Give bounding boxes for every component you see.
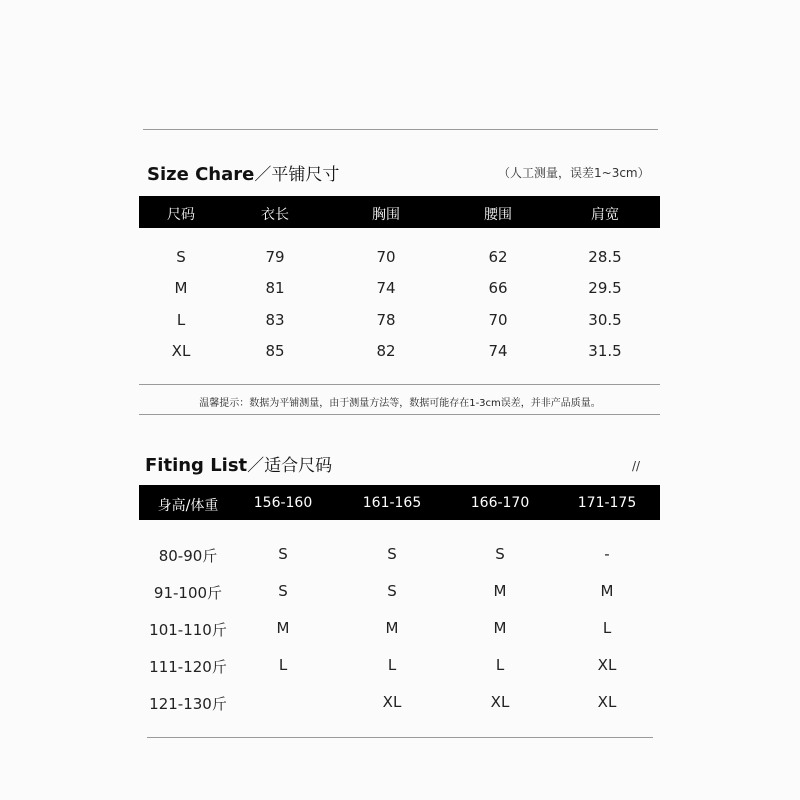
cell: - <box>604 545 610 563</box>
cell: S <box>176 248 186 266</box>
cell: S <box>278 582 288 600</box>
title-separator: ／ <box>254 165 272 185</box>
fitting-list-header-bar <box>139 485 660 520</box>
cell: 111-120斤 <box>149 658 227 676</box>
fitting-list-title <box>145 451 332 476</box>
cell: 62 <box>488 248 508 266</box>
header-size: 尺码 <box>167 207 195 223</box>
cell: L <box>387 656 397 674</box>
header-166-170: 166-170 <box>470 495 530 511</box>
cell: S <box>278 545 288 563</box>
cell: XL <box>490 693 510 711</box>
size-chart-title-en: Size Chare <box>147 164 255 185</box>
cell: L <box>278 656 288 674</box>
header-waist: 腰围 <box>484 207 512 223</box>
cell: XL <box>171 342 191 360</box>
cell: 28.5 <box>588 248 622 266</box>
header-171-175: 171-175 <box>577 495 637 511</box>
cell: 91-100斤 <box>153 584 223 602</box>
cell: M <box>493 619 507 637</box>
size-chart-title <box>147 160 339 185</box>
fitting-list-title-cn: 适合尺码 <box>264 456 333 476</box>
cell: 121-130斤 <box>149 695 227 713</box>
cell: 70 <box>376 248 396 266</box>
header-length: 衣长 <box>261 207 289 223</box>
cell: XL <box>382 693 402 711</box>
size-chart-title-cn: 平铺尺寸 <box>271 165 340 185</box>
cell: 70 <box>488 311 508 329</box>
bottom-divider <box>147 737 653 738</box>
size-chart-header-bar <box>139 196 660 228</box>
cell: 83 <box>265 311 285 329</box>
tip-top-divider <box>139 384 660 385</box>
cell: M <box>600 582 614 600</box>
cell: L <box>602 619 612 637</box>
header-height-weight: 身高/体重 <box>157 498 219 514</box>
cell: 101-110斤 <box>149 621 227 639</box>
slash-mark: // <box>632 459 641 473</box>
measurement-tip: 温馨提示：数据为平铺测量，由于测量方法等，数据可能存在1-3cm误差，并非产品质量。 <box>199 398 601 409</box>
cell: 80-90斤 <box>158 547 218 565</box>
cell: 74 <box>488 342 508 360</box>
cell: XL <box>597 693 617 711</box>
cell: M <box>276 619 290 637</box>
measurement-note: （人工测量，误差1~3cm） <box>498 166 650 180</box>
cell: 78 <box>376 311 396 329</box>
cell: S <box>387 545 397 563</box>
cell: 81 <box>265 279 285 297</box>
fitting-list-title-en: Fiting List <box>145 455 248 476</box>
cell: S <box>495 545 505 563</box>
cell: XL <box>597 656 617 674</box>
cell: 31.5 <box>588 342 622 360</box>
cell: 29.5 <box>588 279 622 297</box>
header-chest: 胸围 <box>372 207 400 223</box>
cell: 66 <box>488 279 508 297</box>
cell: 30.5 <box>588 311 622 329</box>
cell: L <box>176 311 186 329</box>
cell: M <box>174 279 188 297</box>
cell: L <box>495 656 505 674</box>
title-separator: ／ <box>247 456 265 476</box>
header-shoulder: 肩宽 <box>591 207 619 223</box>
cell: 79 <box>265 248 285 266</box>
top-divider <box>143 129 658 130</box>
cell: 85 <box>265 342 285 360</box>
tip-bottom-divider <box>139 414 660 415</box>
cell: S <box>387 582 397 600</box>
cell: M <box>385 619 399 637</box>
header-156-160: 156-160 <box>253 495 313 511</box>
cell: 74 <box>376 279 396 297</box>
header-161-165: 161-165 <box>362 495 422 511</box>
cell: M <box>493 582 507 600</box>
cell: 82 <box>376 342 396 360</box>
